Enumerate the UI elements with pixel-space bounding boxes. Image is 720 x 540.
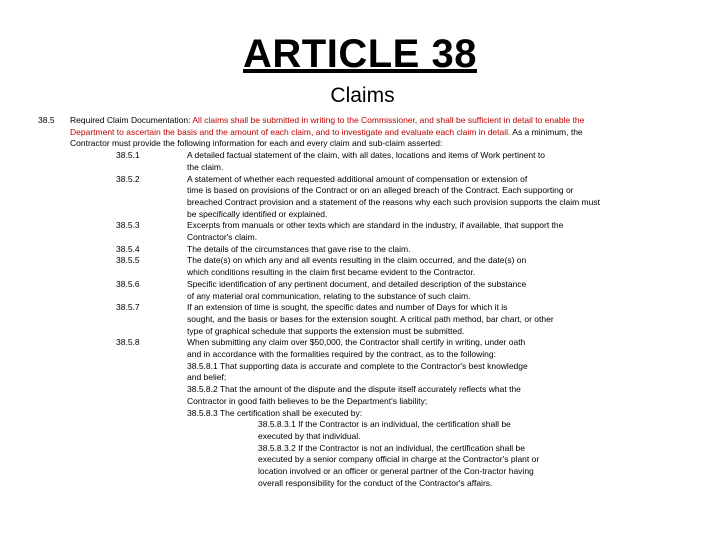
item-number: 38.5.7 (116, 302, 140, 313)
item-text-line: and in accordance with the formalities required by the contract, as to the following: (187, 349, 497, 359)
item-text-line: which conditions resulting in the claim first became evident to the Contractor. (187, 267, 476, 278)
item-text-line: and belief; (187, 372, 227, 383)
item-text-line: A statement of whether each requested additional amount of compensation or extension of (187, 173, 528, 184)
sub-item-text-line: 38.5.8.3.2 If the Contractor is not an individual, the certification shall be (258, 442, 525, 453)
sub-item-text-line: location involved or an officer or general partner of the Con-tractor having (258, 466, 534, 476)
item-number: 38.5.4 (116, 243, 140, 254)
sub-item-text-line: 38.5.8.3.1 If the Contractor is an individual, the certification shall be (258, 419, 511, 430)
item-text-line: Excerpts from manuals or other texts which are standard in the industry, if available, that support the (187, 220, 564, 231)
item-text-line: Contractor in good faith believes to be the Department's liability; (187, 395, 428, 406)
item-text-line: The details of the circumstances that gave rise to the claim. (187, 243, 411, 254)
section-intro-line-1 (70, 115, 584, 127)
item-text-line: be specifically identified or explained. (187, 208, 328, 219)
sub-item-text-line: overall responsibility for the conduct of the Contractor's affairs. (258, 477, 493, 488)
item-number: 38.5.8 (116, 337, 140, 348)
sub-item-text-line: executed by that individual. (258, 430, 361, 441)
section-intro-line-2-red: Department to ascertain the basis and the amount of each claim, and to investigate and evaluate each claim in detail. (70, 126, 511, 137)
section-intro-red: All claims shall be submitted in writing to the Commissioner, and shall be sufficient in detail to enable the (192, 115, 585, 125)
article-title: ARTICLE 38 (243, 32, 477, 76)
item-text-line: time is based on provisions of the Contract or on an alleged breach of the Contract. Each supporting or (187, 185, 574, 196)
item-text-line: 38.5.8.3 The certification shall be executed by: (187, 407, 363, 418)
section-intro-line-3: Contractor must provide the following information for each and every claim and sub-claim asserted: (70, 138, 443, 149)
item-text-line: A detailed factual statement of the claim, with all dates, locations and items of Work pertinent to (187, 150, 545, 161)
item-text-line: The date(s) on which any and all events resulting in the claim occurred, and the date(s) on (187, 255, 527, 266)
item-number: 38.5.3 (116, 220, 140, 231)
item-text-line: sought, and the basis or bases for the extension sought. A critical path method, bar chart, or other (187, 313, 554, 324)
item-text-line: the claim. (187, 161, 224, 172)
section-number: 38.5 (38, 115, 55, 125)
item-number: 38.5.1 (116, 150, 140, 161)
item-text-line: breached Contract provision and a statement of the reasons why each such provision supports the claim must (187, 196, 600, 207)
item-number: 38.5.6 (116, 278, 140, 289)
section-intro-line-2 (70, 127, 583, 139)
item-number: 38.5.2 (116, 173, 140, 184)
item-text-line: type of graphical schedule that supports the extension must be submitted. (187, 325, 465, 336)
item-number: 38.5.5 (116, 255, 140, 266)
item-text-line: 38.5.8.1 That supporting data is accurate and complete to the Contractor's best knowledge (187, 360, 528, 371)
section-intro-line-2-black: As a minimum, the (512, 126, 583, 137)
item-text-line: of any material oral communication, relating to the substance of such claim. (187, 290, 471, 301)
sub-item-text-line: executed by a senior company official in charge at the Contractor's plant or (258, 454, 540, 465)
page-subtitle: Claims (330, 84, 395, 107)
item-text-line: When submitting any claim over $50,000, the Contractor shall certify in writing, under oath (187, 337, 526, 348)
item-text-line: If an extension of time is sought, the specific dates and number of Days for which it is (187, 302, 508, 313)
item-text-line: 38.5.8.2 That the amount of the dispute and the dispute itself accurately reflects what the (187, 384, 521, 395)
item-text-line: Specific identification of any pertinent document, and detailed description of the substance (187, 278, 527, 289)
section-heading: Required Claim Documentation: (70, 115, 191, 125)
item-text-line: Contractor's claim. (187, 232, 258, 242)
